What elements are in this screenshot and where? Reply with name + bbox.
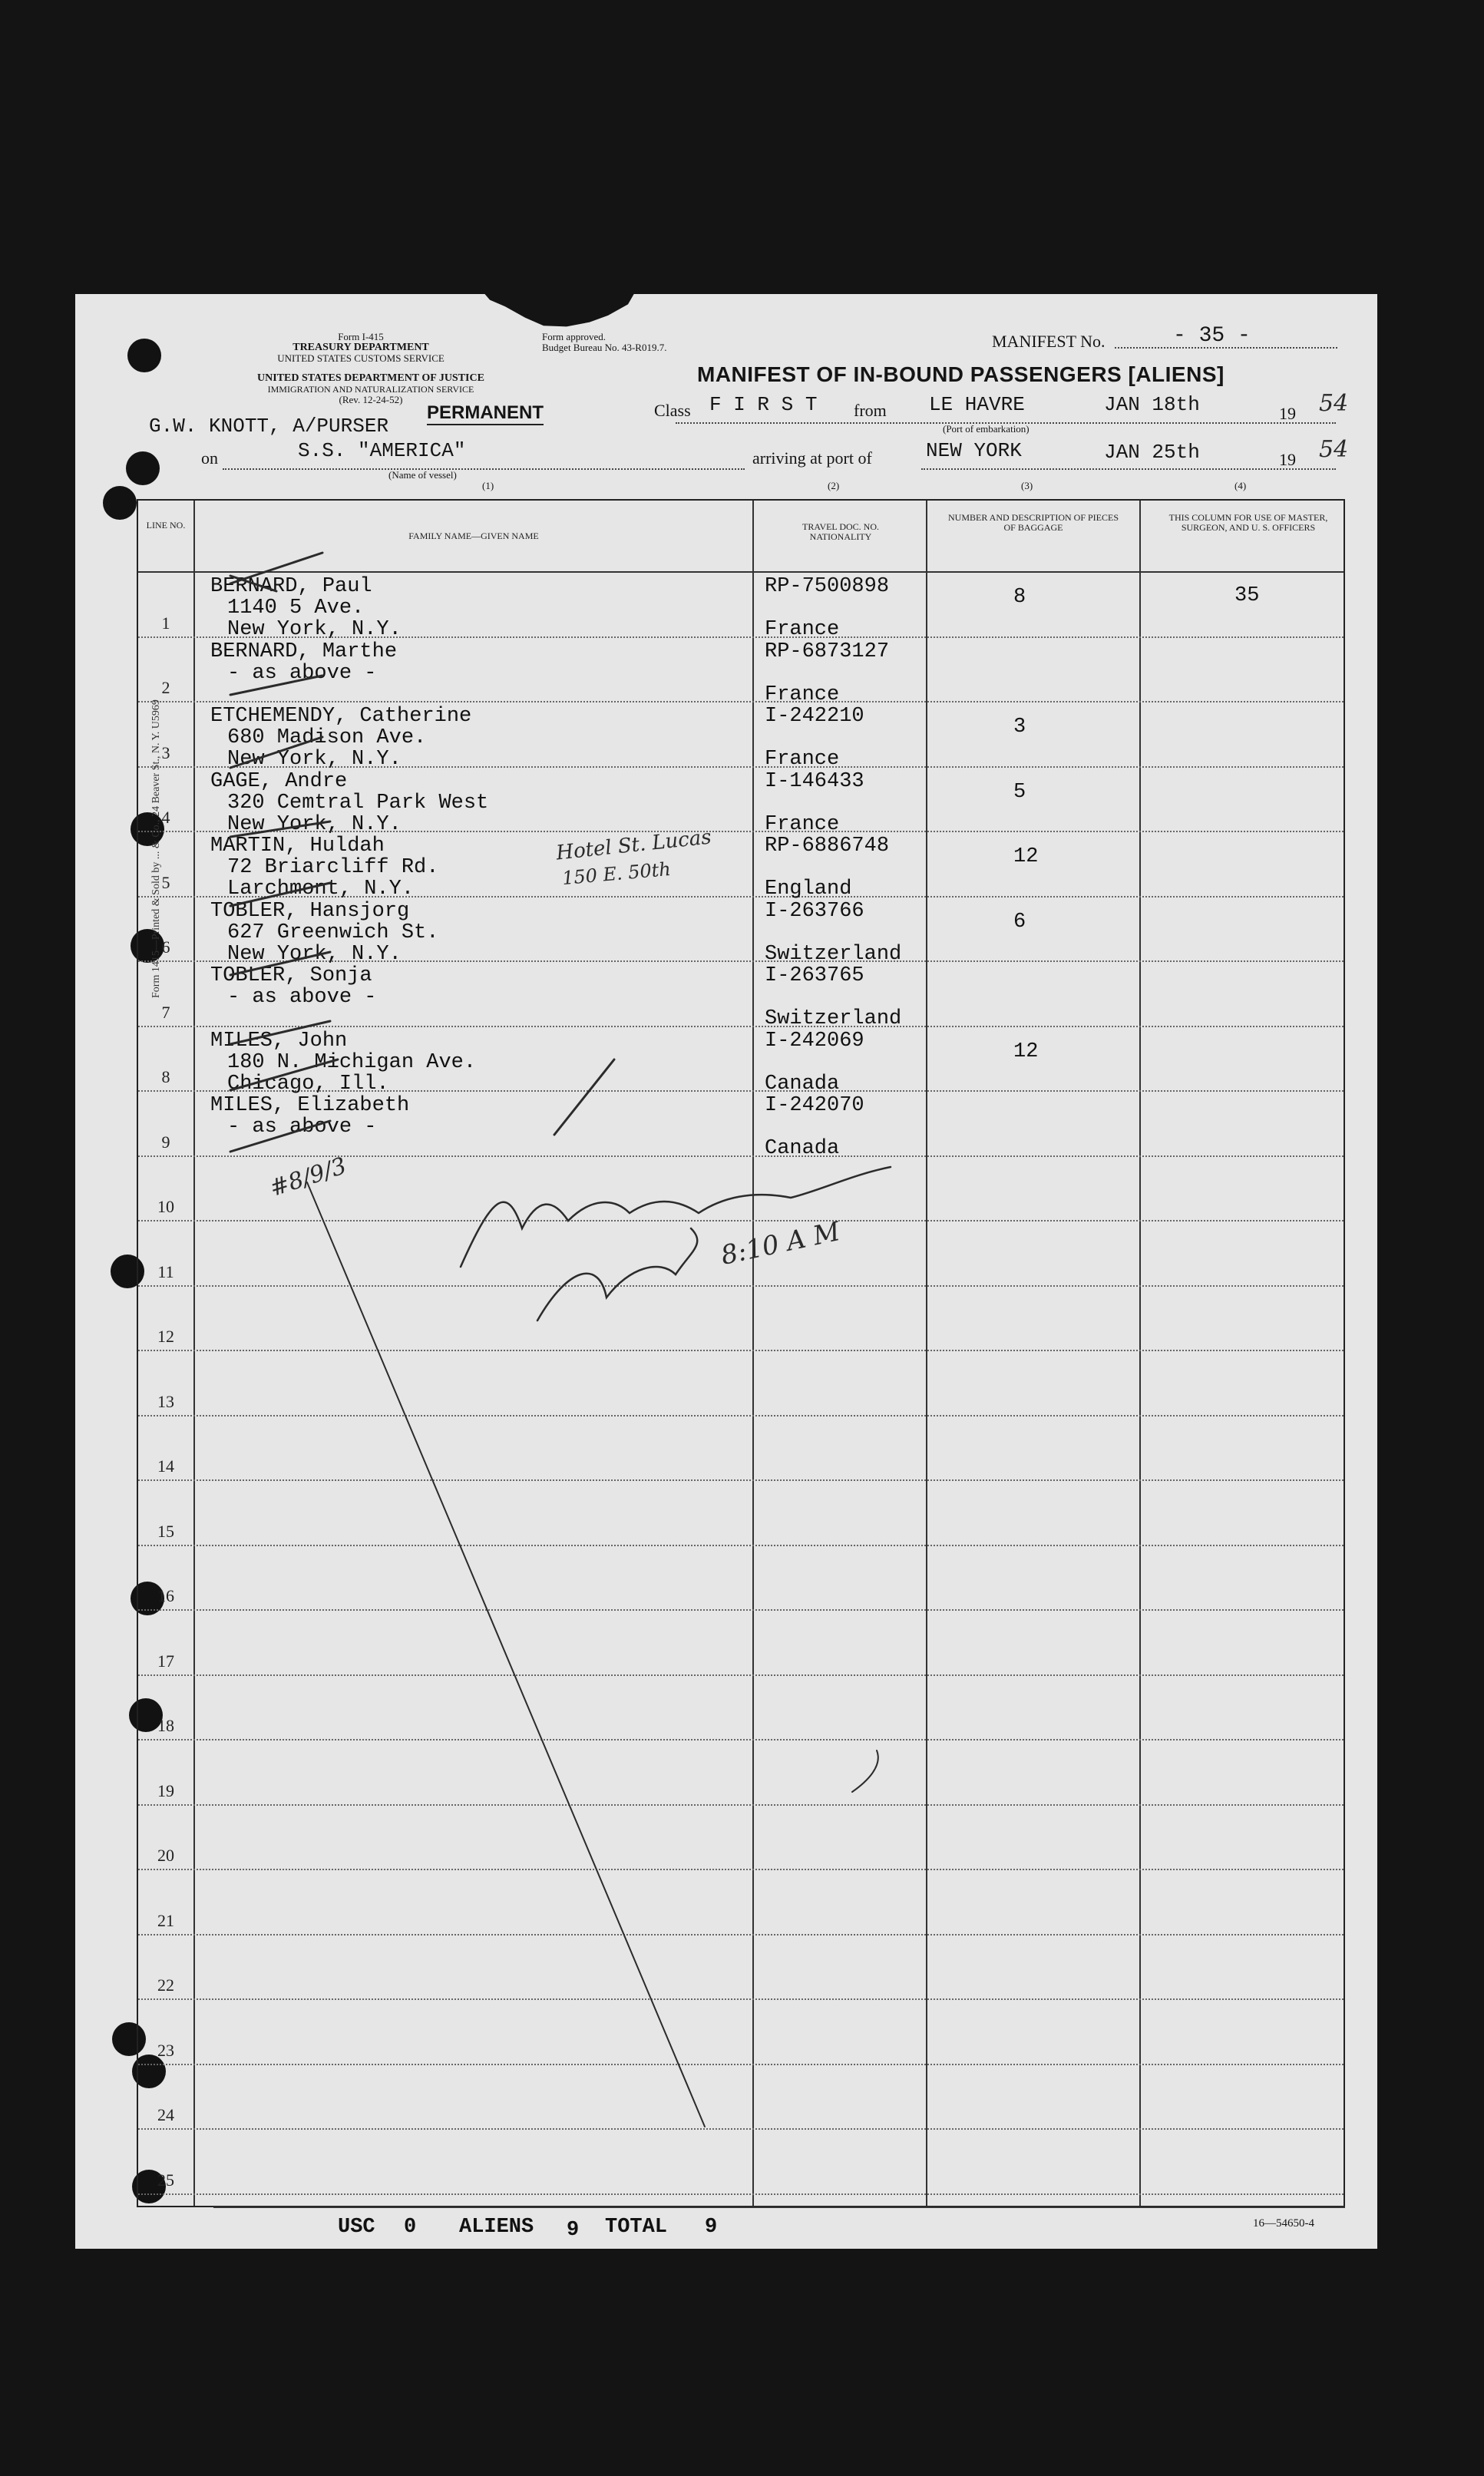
row-divider [138, 701, 1344, 702]
line-number: 13 [157, 1391, 174, 1411]
line-number: 10 [157, 1197, 174, 1216]
col-divider [193, 501, 195, 2206]
line-number: 15 [157, 1521, 174, 1541]
line-number: 24 [157, 2105, 174, 2124]
page-title: MANIFEST OF IN-BOUND PASSENGERS [ALIENS] [697, 362, 1225, 386]
passenger-address: 680 Madison Ave. [227, 726, 427, 749]
header-officers: THIS COLUMN FOR USE OF MASTER, SURGEON, AND U. S. OFFICERS [1168, 512, 1328, 533]
footer-rule [213, 2207, 1345, 2208]
line-number: 2 [161, 678, 170, 697]
row-divider [138, 2128, 1344, 2130]
stamp-note: #8/9/3 [266, 1152, 350, 1202]
approval-block [542, 332, 666, 353]
vessel-note: (Name of vessel) [388, 469, 457, 481]
nationality: France [765, 683, 840, 706]
dotted-line [223, 468, 745, 470]
total-count: 9 [705, 2216, 718, 2239]
nationality: France [765, 618, 840, 641]
passenger-name: ETCHEMENDY, Catherine [210, 705, 472, 728]
travel-doc-number: RP-7500898 [765, 575, 890, 598]
col-divider [752, 501, 754, 2206]
arriving-label: arriving at port of [752, 448, 872, 468]
passenger-city: Chicago, Ill. [227, 1072, 389, 1096]
header-rule [138, 571, 1344, 573]
passenger-city: New York, N.Y. [227, 812, 402, 836]
baggage-count: 12 [1013, 845, 1039, 868]
line-number: 21 [157, 1910, 174, 1930]
baggage-count: 6 [1013, 910, 1026, 934]
baggage-count: 12 [1013, 1040, 1039, 1063]
doj-block [198, 373, 544, 405]
line-number: 16 [157, 1586, 174, 1605]
from-port: LE HAVRE [929, 393, 1025, 416]
line-number: 23 [157, 2040, 174, 2060]
usc-count: 0 [404, 2216, 417, 2239]
passenger-name: MILES, Elizabeth [210, 1094, 410, 1117]
row-divider [138, 1155, 1344, 1157]
nationality: Canada [765, 1137, 840, 1160]
passenger-name: MARTIN, Huldah [210, 835, 385, 858]
row-divider [138, 1285, 1344, 1287]
line-number: 4 [161, 808, 170, 827]
on-label: on [201, 448, 218, 468]
aliens-count: 9 [567, 2219, 580, 2242]
passenger-address: - as above - [227, 986, 377, 1009]
travel-doc-number: RP-6886748 [765, 835, 890, 858]
passenger-name: MILES, John [210, 1029, 348, 1053]
passenger-address: - as above - [227, 1116, 377, 1139]
vessel-name: S.S. "AMERICA" [298, 439, 466, 462]
ins-title: IMMIGRATION AND NATURALIZATION SERVICE [267, 384, 474, 395]
officer-note: 35 [1234, 584, 1260, 607]
row-divider [138, 1415, 1344, 1417]
form-approved: Form approved. [542, 331, 606, 342]
row-divider [138, 1609, 1344, 1611]
header-baggage: NUMBER AND DESCRIPTION OF PIECES OF BAGGAGE [947, 512, 1119, 533]
passenger-city: New York, N.Y. [227, 942, 402, 966]
line-number: 8 [161, 1067, 170, 1086]
passenger-city: New York, N.Y. [227, 618, 402, 641]
aliens-label: ALIENS [459, 2216, 534, 2239]
purser-name: G.W. KNOTT, A/PURSER [149, 415, 389, 438]
row-divider [138, 1674, 1344, 1676]
line-number: 12 [157, 1327, 174, 1346]
punch-hole [103, 486, 137, 520]
arrival-date: JAN 25th [1104, 441, 1200, 464]
hotel-note-2: 150 E. 50th [561, 858, 672, 890]
hotel-note-1: Hotel St. Lucas [554, 825, 712, 865]
line-number: 11 [157, 1261, 174, 1281]
nationality: Switzerland [765, 942, 902, 966]
line-number: 6 [161, 937, 170, 957]
travel-doc-number: I-146433 [765, 769, 864, 793]
row-divider [138, 1998, 1344, 2000]
line-number: 1 [161, 613, 170, 633]
baggage-count: 8 [1013, 586, 1026, 609]
doj-title: UNITED STATES DEPARTMENT OF JUSTICE [257, 372, 484, 384]
treasury-dept: TREASURY DEPARTMENT [293, 342, 429, 353]
row-divider [138, 1479, 1344, 1481]
col-num-2: (2) [828, 480, 840, 491]
usc-label: USC [338, 2216, 375, 2239]
row-divider [138, 1934, 1344, 1936]
year-prefix-2: 19 [1279, 450, 1296, 469]
printer-imprint: Form 1415—Printed & Sold by ... & Co., 24 Beaver St., N. Y. U5969 [150, 699, 162, 998]
passenger-address: 72 Briarcliff Rd. [227, 856, 439, 879]
from-date: JAN 18th [1104, 393, 1200, 416]
nationality: England [765, 878, 852, 901]
manifest-number: - 35 - [1173, 324, 1251, 348]
baggage-count: 3 [1013, 716, 1026, 739]
manifest-no-label: MANIFEST No. [992, 332, 1106, 351]
class-label: Class [654, 401, 691, 420]
row-divider [138, 1545, 1344, 1546]
header-line-no: LINE NO. [146, 520, 186, 531]
passenger-address: 180 N. Michigan Ave. [227, 1050, 477, 1074]
header-name: FAMILY NAME—GIVEN NAME [408, 531, 539, 541]
passenger-city: Larchmont, N.Y. [227, 878, 415, 901]
baggage-count: 5 [1013, 780, 1026, 804]
passenger-table [137, 499, 1345, 2207]
row-divider [138, 2193, 1344, 2195]
form-header-block [261, 332, 461, 364]
passenger-city: New York, N.Y. [227, 748, 402, 771]
nationality: France [765, 812, 840, 836]
header-travel-doc: TRAVEL DOC. NO. NATIONALITY [801, 521, 879, 542]
nationality: Canada [765, 1072, 840, 1096]
row-divider [138, 1739, 1344, 1740]
passenger-address: - as above - [227, 661, 377, 685]
nationality: Switzerland [765, 1007, 902, 1030]
class-value: F I R S T [709, 393, 818, 416]
form-number: Form I-415 [338, 331, 384, 342]
travel-doc-number: I-242069 [765, 1029, 864, 1053]
col-divider [1139, 501, 1141, 2206]
total-label: TOTAL [605, 2216, 668, 2239]
passenger-address: 627 Greenwich St. [227, 921, 439, 944]
row-divider [138, 1869, 1344, 1870]
arrival-port: NEW YORK [926, 439, 1022, 462]
line-number: 25 [157, 2170, 174, 2190]
row-divider [138, 1026, 1344, 1027]
row-divider [138, 1350, 1344, 1351]
travel-doc-number: I-263766 [765, 899, 864, 923]
line-number: 22 [157, 1975, 174, 1995]
passenger-name: BERNARD, Marthe [210, 640, 398, 663]
permanent-stamp: PERMANENT [427, 402, 544, 425]
nationality: France [765, 748, 840, 771]
line-number: 14 [157, 1456, 174, 1476]
line-number: 5 [161, 872, 170, 892]
row-divider [138, 1220, 1344, 1221]
travel-doc-number: I-242210 [765, 705, 864, 728]
row-divider [138, 1804, 1344, 1806]
year-1: 54 [1319, 390, 1349, 417]
port-embark-note: (Port of embarkation) [943, 423, 1030, 435]
line-number: 20 [157, 1846, 174, 1865]
travel-doc-number: I-242070 [765, 1094, 864, 1117]
travel-doc-number: RP-6873127 [765, 640, 890, 663]
line-number: 7 [161, 1002, 170, 1022]
year-2: 54 [1319, 436, 1349, 463]
dotted-line [921, 468, 1336, 470]
form-code: 16—54650-4 [1253, 2217, 1314, 2230]
from-label: from [854, 401, 887, 420]
arrival-time-note: 8:10 A M [718, 1216, 843, 1271]
torn-edge [482, 291, 636, 336]
line-number: 18 [157, 1716, 174, 1735]
punch-hole [127, 339, 161, 372]
line-number: 9 [161, 1132, 170, 1152]
travel-doc-number: I-263765 [765, 964, 864, 987]
passenger-name: TOBLER, Hansjorg [210, 899, 410, 923]
form-revision: (Rev. 12-24-52) [339, 394, 403, 405]
row-divider [138, 2064, 1344, 2065]
passenger-name: BERNARD, Paul [210, 575, 372, 598]
line-number: 17 [157, 1651, 174, 1671]
col-num-1: (1) [482, 480, 494, 491]
customs-service: UNITED STATES CUSTOMS SERVICE [277, 352, 445, 364]
passenger-name: TOBLER, Sonja [210, 964, 372, 987]
col-num-3: (3) [1021, 480, 1033, 491]
passenger-name: GAGE, Andre [210, 769, 348, 793]
line-number: 3 [161, 742, 170, 762]
line-number: 19 [157, 1780, 174, 1800]
budget-bureau: Budget Bureau No. 43-R019.7. [542, 342, 667, 353]
punch-hole [126, 451, 160, 485]
year-prefix-1: 19 [1279, 404, 1296, 423]
passenger-address: 1140 5 Ave. [227, 597, 365, 620]
col-num-4: (4) [1234, 480, 1247, 491]
col-divider [926, 501, 927, 2206]
passenger-address: 320 Cemtral Park West [227, 791, 489, 815]
